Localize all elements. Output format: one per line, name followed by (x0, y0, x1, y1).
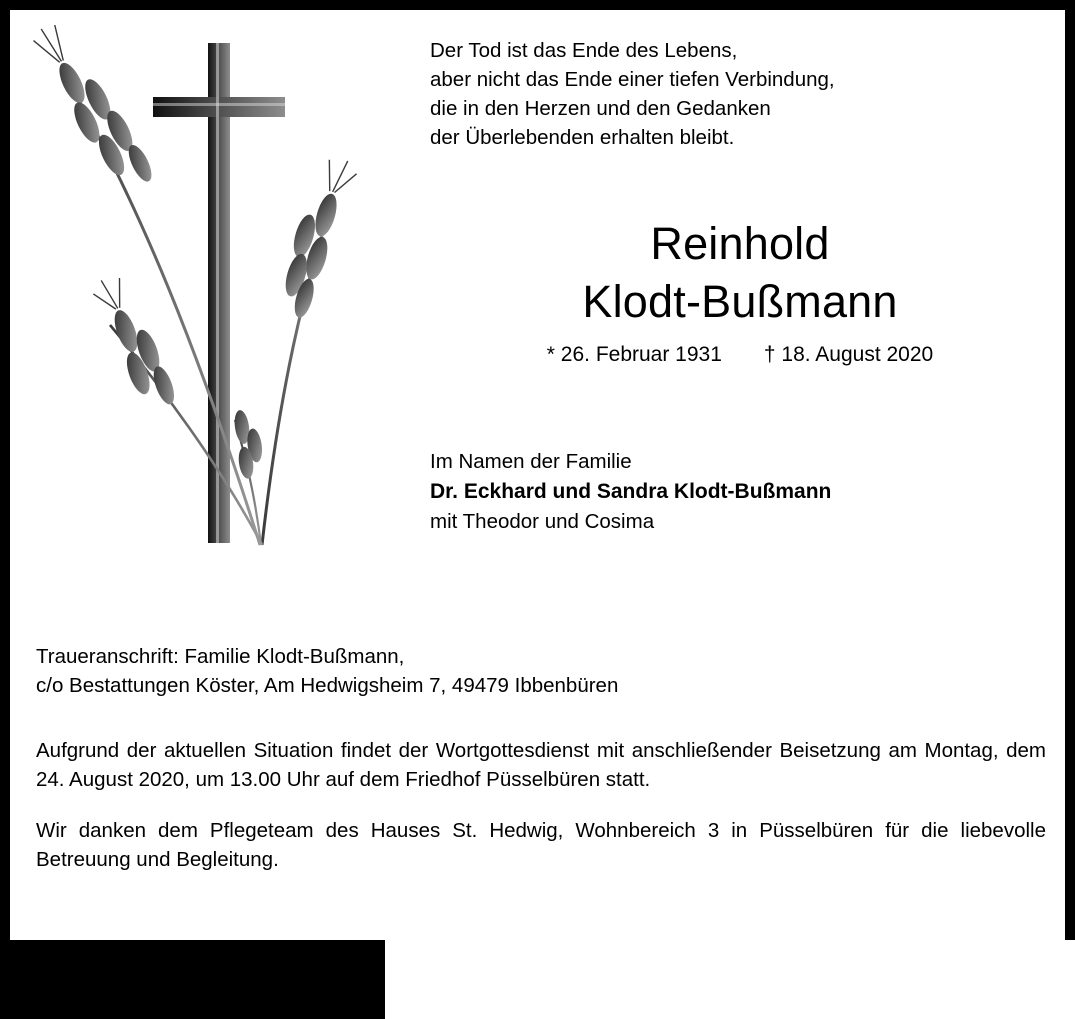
verse-text (430, 36, 1050, 152)
lower-text-block (36, 642, 1046, 896)
family-block (430, 447, 1050, 537)
mourning-address (36, 642, 1046, 700)
death-date: † 18. August 2020 (763, 343, 934, 366)
mourning-address-line-1: Traueranschrift: Familie Klodt-Bußmann, (36, 645, 405, 668)
mourning-address-line-2: c/o Bestattungen Köster, Am Hedwigsheim 7, 49479 Ibbenbüren (36, 674, 619, 697)
notice-card (10, 10, 1065, 940)
deceased-dates (430, 341, 1050, 369)
deceased-name-block (430, 215, 1050, 369)
thanks-note: Wir danken dem Pflegeteam des Hauses St. Hedwig, Wohnbereich 3 in Püsselbüren für die liebevolle Betreuung und Begleitung. (36, 819, 1046, 871)
verse-line-1: Der Tod ist das Ende des Lebens, (430, 39, 738, 62)
family-primary-names: Dr. Eckhard und Sandra Klodt-Bußmann (430, 480, 832, 503)
verse-line-2: aber nicht das Ende einer tiefen Verbindung, (430, 68, 835, 91)
service-details: Aufgrund der aktuellen Situation findet der Wortgottesdienst mit anschließender Beisetzung am Montag, dem 24. August 2020, um 13.00 Uhr auf dem Friedhof Püsselbüren statt. (36, 739, 1046, 791)
family-intro: Im Namen der Familie (430, 450, 632, 473)
cross-with-wheat-icon (30, 25, 360, 585)
verse-line-4: der Überlebenden erhalten bleibt. (430, 126, 735, 149)
deceased-first-name: Reinhold (650, 218, 830, 269)
family-secondary-names: mit Theodor und Cosima (430, 510, 655, 533)
bottom-white-area (385, 940, 1075, 1019)
birth-date: * 26. Februar 1931 (546, 343, 722, 366)
verse-line-3: die in den Herzen und den Gedanken (430, 97, 771, 120)
bottom-black-bar (0, 940, 1075, 1019)
deceased-last-name: Klodt-Bußmann (582, 276, 898, 327)
